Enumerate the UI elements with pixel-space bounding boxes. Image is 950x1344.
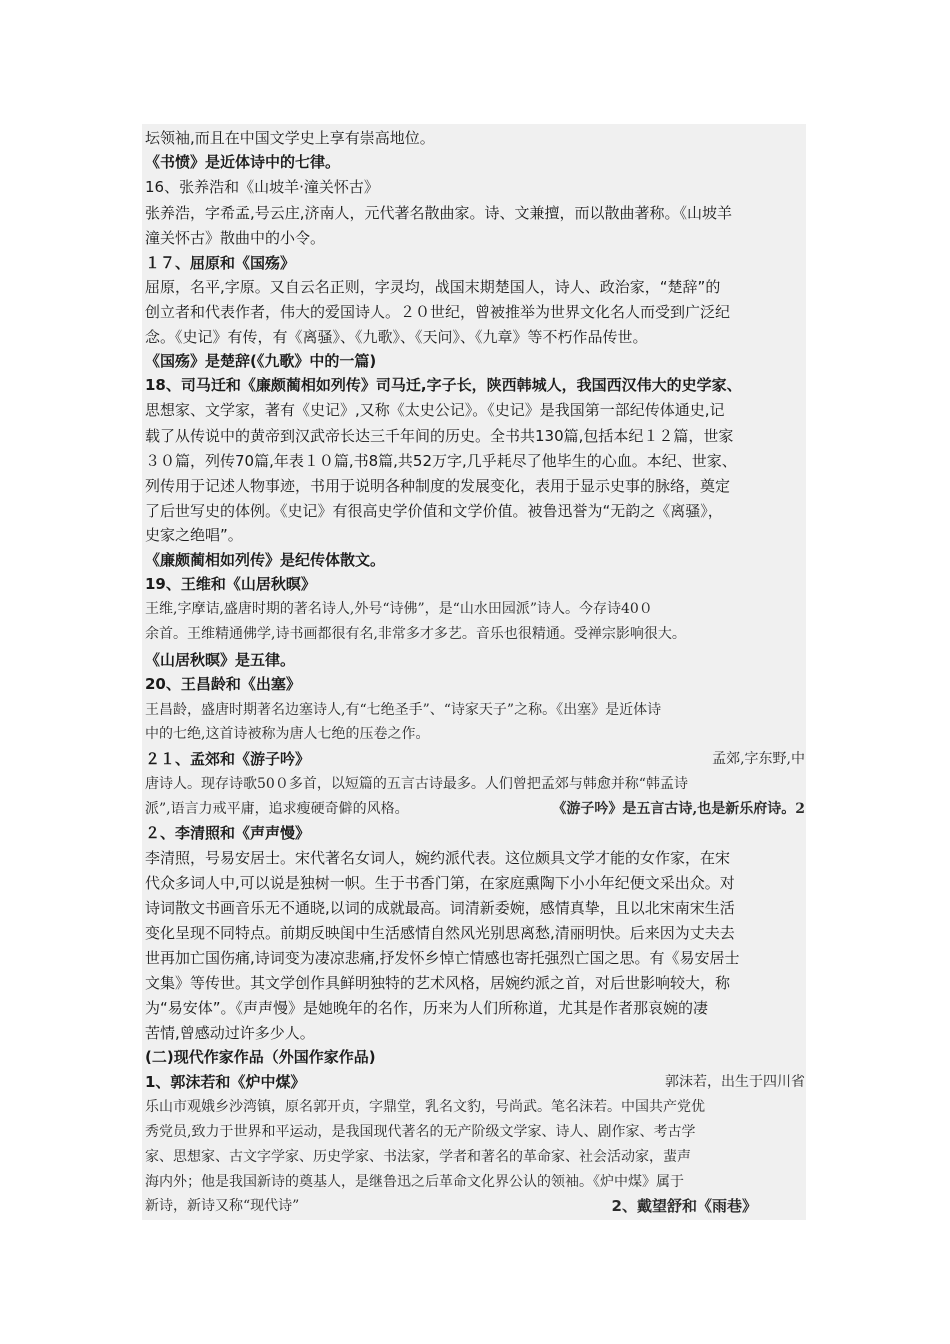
text-line xyxy=(145,1070,805,1094)
section-heading: 16、张养浩和《山坡羊·潼关怀古》 xyxy=(145,178,379,196)
text-line: 代众多词人中,可以说是独树一帜。生于书香门第，在家庭熏陶下小小年纪便文采出众。对 xyxy=(145,874,735,892)
text-line: 创立者和代表作者，伟大的爱国诗人。２０世纪，曾被推举为世界文化名人而受到广泛纪 xyxy=(145,303,731,321)
text-fragment: 《游子吟》是五言古诗,也是新乐府诗。2 xyxy=(552,801,805,817)
text-line: 世再加亡国伤痛,诗词变为凄凉悲痛,抒发怀乡悼亡情感也寄托强烈亡国之思。有《易安居士 xyxy=(145,949,740,967)
text-line: 中的七绝,这首诗被称为唐人七绝的压卷之作。 xyxy=(145,726,430,742)
text-fragment: 孟郊,字东野,中 xyxy=(712,751,805,767)
section-heading: 18、司马迁和《廉颇蔺相如列传》司马迁,字子长，陕西韩城人，我国西汉伟大的史学家、 xyxy=(145,376,742,394)
text-line: 列传用于记述人物事迹，书用于说明各种制度的发展变化，表用于显示史事的脉络，奠定 xyxy=(145,477,731,495)
section-heading: 1、郭沫若和《炉中煤》 xyxy=(145,1073,306,1091)
text-fragment: 派”,语言力戒平庸，追求瘦硬奇僻的风格。 xyxy=(145,801,409,817)
text-line: 念。《史记》有传，有《离骚》、《九歌》、《天问》、《九章》等不朽作品传世。 xyxy=(145,328,648,346)
text-line: 屈原，名平,字原。又自云名正则，字灵均，战国末期楚国人，诗人、政治家，“楚辞”的 xyxy=(145,278,721,296)
text-line: 文集》等传世。其文学创作具鲜明独特的艺术风格，居婉约派之首，对后世影响较大，称 xyxy=(145,974,731,992)
text-line: 家、思想家、古文字学家、历史学家、书法家，学者和著名的革命家、社会活动家，蜚声 xyxy=(145,1149,691,1165)
text-line xyxy=(145,797,805,821)
text-line: 史家之绝唱”。 xyxy=(145,526,243,544)
document-page xyxy=(142,124,806,1220)
text-line: 诗词散文书画音乐无不通晓,以词的成就最高。词清新委婉，感情真挚，且以北宋南宋生活 xyxy=(145,899,735,917)
text-line xyxy=(145,747,805,771)
text-line: 变化呈现不同特点。前期反映闺中生活感情自然风光别思离愁,清丽明快。后来因为丈夫去 xyxy=(145,924,735,942)
text-line: 李清照，号易安居士。宋代著名女词人，婉约派代表。这位颇具文学才能的女作家，在宋 xyxy=(145,849,731,867)
text-line: 苦情,曾感动过许多少人。 xyxy=(145,1024,315,1042)
section-heading: １７、屈原和《国殇》 xyxy=(145,254,296,272)
text-line: 余首。王维精通佛学,诗书画都很有名,非常多才多艺。音乐也很精通。受禅宗影响很大。 xyxy=(145,626,686,642)
text-line: 为“易安体”。《声声慢》是她晚年的名作，历来为人们所称道，尤其是作者那哀婉的凄 xyxy=(145,999,709,1017)
text-line: 乐山市观娥乡沙湾镇，原名郭开贞，字鼎堂，乳名文豹，号尚武。笔名沫若。中国共产党优 xyxy=(145,1099,705,1115)
text-line: 《国殇》是楚辞(《九歌》中的一篇) xyxy=(145,352,377,370)
section-heading: ２、李清照和《声声慢》 xyxy=(145,824,311,842)
text-line: 载了从传说中的黄帝到汉武帝长达三千年间的历史。全书共130篇,包括本纪１２篇，世家 xyxy=(145,427,734,445)
section-heading: 2、戴望舒和《雨巷》 xyxy=(611,1197,757,1215)
text-line xyxy=(145,1194,805,1218)
text-line: ３０篇，列传70篇,年表１０篇,书8篇,共52万字,几乎耗尽了他毕生的心血。本纪、世家、 xyxy=(145,452,737,470)
section-heading: 19、王维和《山居秋暝》 xyxy=(145,575,316,593)
text-line: 秀党员,致力于世界和平运动，是我国现代著名的无产阶级文学家、诗人、剧作家、考古学 xyxy=(145,1124,696,1140)
section-heading: ２１、孟郊和《游子吟》 xyxy=(145,750,311,768)
text-line: 海内外；他是我国新诗的奠基人，是继鲁迅之后革命文化界公认的领袖。《炉中煤》属于 xyxy=(145,1174,684,1190)
text-line: 《廉颇蔺相如列传》是纪传体散文。 xyxy=(145,551,386,569)
text-fragment: 新诗，新诗又称“现代诗” xyxy=(145,1198,300,1214)
section-heading: 20、王昌龄和《出塞》 xyxy=(145,675,301,693)
text-line: 了后世写史的体例。《史记》有很高史学价值和文学价值。被鲁迅誉为“无韵之《离骚》， xyxy=(145,502,723,520)
text-fragment: 郭沫若，出生于四川省 xyxy=(665,1074,805,1090)
text-line: 《书愤》是近体诗中的七律。 xyxy=(145,153,341,171)
text-line: 思想家、文学家，著有《史记》,又称《太史公记》。《史记》是我国第一部纪传体通史,记 xyxy=(145,401,725,419)
text-line: 坛领袖,而且在中国文学史上享有崇高地位。 xyxy=(145,129,435,147)
text-line: 张养浩，字希孟,号云庄,济南人，元代著名散曲家。诗、文兼擅，而以散曲著称。《山坡羊 xyxy=(145,204,733,222)
text-line: 王维,字摩诘,盛唐时期的著名诗人,外号“诗佛”，是“山水田园派”诗人。今存诗40０ xyxy=(145,601,653,617)
section-heading: (二)现代作家作品（外国作家作品) xyxy=(145,1048,376,1066)
text-line: 潼关怀古》散曲中的小令。 xyxy=(145,229,326,247)
text-line: 王昌龄，盛唐时期著名边塞诗人,有“七绝圣手”、“诗家天子”之称。《出塞》是近体诗 xyxy=(145,702,662,718)
text-line: 唐诗人。现存诗歌50０多首，以短篇的五言古诗最多。人们曾把孟郊与韩愈并称“韩孟诗 xyxy=(145,776,688,792)
text-line: 《山居秋暝》是五律。 xyxy=(145,651,296,669)
